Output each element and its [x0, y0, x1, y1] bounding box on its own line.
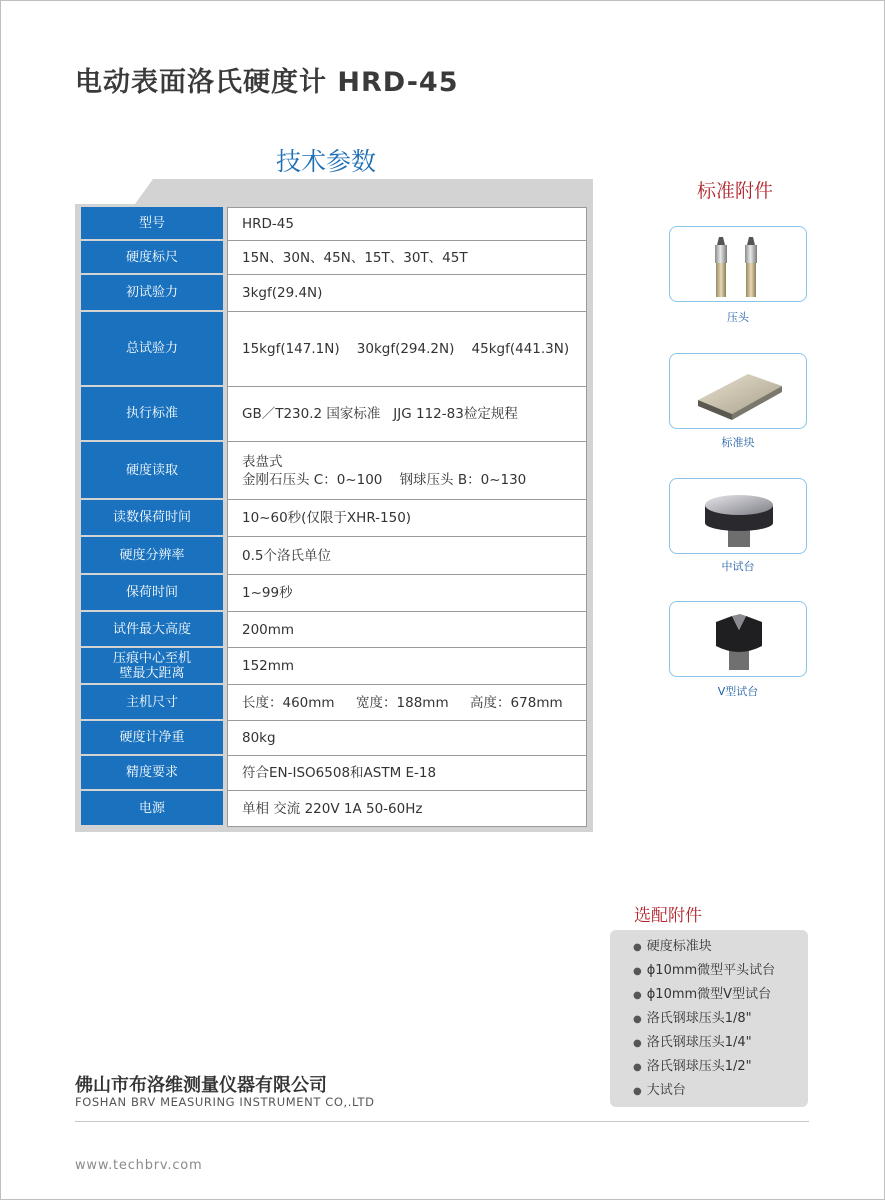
- spec-value: [227, 575, 587, 612]
- spec-label: [81, 648, 223, 685]
- list-item: [633, 1009, 775, 1033]
- company-name-en: FOSHAN BRV MEASURING INSTRUMENT CO,.LTD: [75, 1095, 375, 1109]
- bullet-icon: ●: [633, 1086, 642, 1097]
- spec-value: [227, 275, 587, 312]
- section-title: 技术参数: [276, 147, 377, 176]
- table-row: [81, 721, 587, 756]
- spec-value: [227, 756, 587, 791]
- spec-value: [227, 500, 587, 537]
- accessory-caption: 标准块: [721, 436, 755, 449]
- spec-value: [227, 612, 587, 648]
- spec-value-line: 长度：460mm 宽度：188mm 高度：678mm: [242, 694, 563, 711]
- spec-value-line: 表盘式: [242, 453, 283, 470]
- spec-value-line: 3kgf(29.4N): [242, 285, 323, 301]
- list-item: [633, 937, 775, 961]
- spec-value-line: 1~99秒: [242, 585, 293, 601]
- spec-label: 电源: [81, 791, 223, 827]
- table-row: [81, 387, 587, 442]
- accessory-card-v-anvil: [669, 601, 807, 677]
- spec-value: [227, 721, 587, 756]
- middle-anvil-icon: [670, 479, 807, 554]
- spec-label: 精度要求: [81, 756, 223, 791]
- spec-label-line: 壁最大距离: [119, 665, 185, 681]
- bullet-icon: ●: [633, 990, 642, 1001]
- spec-label: 执行标准: [81, 387, 223, 442]
- spec-value: [227, 207, 587, 241]
- list-item-label: 大试台: [646, 1083, 686, 1098]
- accessory-caption: 压头: [727, 311, 749, 324]
- accessory-caption: 中试台: [721, 560, 755, 573]
- list-item-label: ϕ10mm微型平头试台: [646, 963, 776, 978]
- table-row: [81, 575, 587, 612]
- table-row: [81, 241, 587, 275]
- spec-label: 主机尺寸: [81, 685, 223, 721]
- spec-label: 型号: [81, 207, 223, 241]
- list-item-label: 洛氏钢球压头1/4": [646, 1035, 752, 1050]
- spec-label: 硬度分辨率: [81, 537, 223, 575]
- bullet-icon: ●: [633, 966, 642, 977]
- list-item: [633, 1057, 775, 1081]
- table-row: [81, 685, 587, 721]
- table-row: [81, 207, 587, 241]
- spec-value-line: 200mm: [242, 621, 295, 638]
- spec-value-line: 15kgf(147.1N) 30kgf(294.2N) 45kgf(441.3N): [242, 341, 570, 357]
- v-anvil-icon: [670, 602, 807, 677]
- spec-value: [227, 791, 587, 827]
- spec-value-line: HRD-45: [242, 216, 294, 232]
- accessory-caption: V型试台: [717, 685, 759, 698]
- table-row: [81, 312, 587, 387]
- spec-label: 总试验力: [81, 312, 223, 387]
- page-title: 电动表面洛氏硬度计 HRD-45: [75, 67, 459, 98]
- list-item: [633, 1033, 775, 1057]
- table-row: [81, 612, 587, 648]
- spec-value-line: 符合EN-ISO6508和ASTM E-18: [242, 765, 437, 781]
- accessory-card-standard-block: [669, 353, 807, 429]
- standard-block-icon: [670, 354, 807, 429]
- list-item: [633, 985, 775, 1009]
- website-url: www.techbrv.com: [75, 1158, 203, 1173]
- standard-accessories-title: 标准附件: [697, 180, 774, 202]
- bullet-icon: ●: [633, 942, 642, 953]
- list-item: [633, 961, 775, 985]
- list-item-label: 硬度标准块: [646, 939, 712, 954]
- spec-label: 硬度标尺: [81, 241, 223, 275]
- list-item: [633, 1081, 775, 1105]
- spec-value-line: 10~60秒(仅限于XHR-150): [242, 510, 412, 526]
- list-item-label: ϕ10mm微型V型试台: [646, 987, 772, 1002]
- table-row: [81, 500, 587, 537]
- table-row: [81, 442, 587, 500]
- optional-accessories-title: 选配附件: [634, 906, 702, 926]
- spec-value-line: 152mm: [242, 658, 295, 674]
- footer-divider: [75, 1121, 809, 1122]
- bullet-icon: ●: [633, 1014, 642, 1025]
- spec-value-line: GB／T230.2 国家标准 JJG 112-83检定规程: [242, 406, 518, 422]
- spec-label: 硬度计净重: [81, 721, 223, 756]
- accessory-card-middle-anvil: [669, 478, 807, 554]
- bullet-icon: ●: [633, 1062, 642, 1073]
- table-row: [81, 791, 587, 827]
- table-row: [81, 537, 587, 575]
- spec-value: [227, 685, 587, 721]
- spec-label: 读数保荷时间: [81, 500, 223, 537]
- spec-label: 试件最大高度: [81, 612, 223, 648]
- spec-label: 保荷时间: [81, 575, 223, 612]
- spec-value: [227, 241, 587, 275]
- spec-value: [227, 537, 587, 575]
- table-row: [81, 648, 587, 685]
- list-item-label: 洛氏钢球压头1/8": [646, 1011, 752, 1026]
- spec-value-line: 单相 交流 220V 1A 50-60Hz: [242, 800, 423, 817]
- company-name-cn: 佛山市布洛维测量仪器有限公司: [75, 1075, 327, 1096]
- spec-value-line: 金刚石压头 C：0~100 钢球压头 B：0~130: [242, 471, 527, 488]
- spec-value-line: 80kg: [242, 730, 276, 746]
- bullet-icon: ●: [633, 1038, 642, 1049]
- list-item-label: 洛氏钢球压头1/2": [646, 1059, 752, 1074]
- spec-value-line: 15N、30N、45N、15T、30T、45T: [242, 249, 468, 266]
- table-row: [81, 756, 587, 791]
- table-row: [81, 275, 587, 312]
- indenter-icon: [670, 227, 807, 302]
- spec-value-line: 0.5个洛氏单位: [242, 547, 331, 564]
- spec-label: 硬度读取: [81, 442, 223, 500]
- spec-label: 初试验力: [81, 275, 223, 312]
- spec-value: [227, 442, 587, 500]
- spec-value: [227, 312, 587, 387]
- spec-value: [227, 648, 587, 685]
- optional-accessories-list: [633, 937, 775, 1105]
- spec-label-line: 压痕中心至机: [112, 650, 191, 666]
- spec-value: [227, 387, 587, 442]
- accessory-card-indenter: [669, 226, 807, 302]
